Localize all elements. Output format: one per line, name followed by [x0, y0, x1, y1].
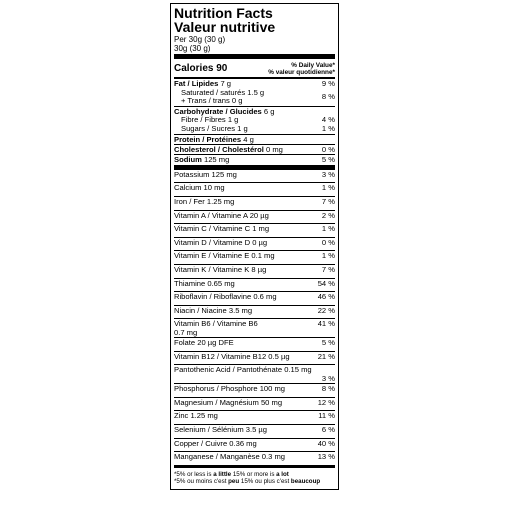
nutrient-pct: 46 %	[317, 292, 335, 302]
calories-row	[174, 59, 335, 77]
nutrient-name	[174, 306, 305, 315]
nutrient-row	[174, 196, 335, 210]
protein-label: Protein / Protéines	[174, 134, 242, 144]
dv-en: % Daily Value*	[291, 61, 335, 69]
nutrient-row	[174, 250, 335, 264]
nutrient-name-text: Iron / Fer 1.25 mg	[174, 196, 235, 206]
nutrient-pct: 54 %	[317, 278, 335, 288]
sodium-label: Sodium	[174, 155, 202, 165]
nutrient-row	[174, 397, 335, 411]
nutrition-facts-label	[170, 3, 339, 490]
fat-pct: 9 %	[321, 79, 335, 88]
nutrient-pct: 21 %	[317, 351, 335, 361]
footnote-en	[174, 471, 335, 479]
nutrient-name-text: Potassium 125 mg	[174, 169, 237, 179]
nutrient-pct: 13 %	[317, 452, 335, 462]
nutrient-pct: 6 %	[321, 424, 335, 434]
fibre-row: Fibre / Fibres 1 g	[181, 115, 239, 125]
nutrient-name-text: Vitamin B12 / Vitamine B12 0.5 µg	[174, 351, 290, 361]
nutrient-pct: 3 %	[321, 169, 335, 179]
nutrient-row	[174, 438, 335, 452]
nutrient-row	[174, 410, 335, 424]
nutrient-name	[174, 319, 305, 337]
nutrient-pct: 5 %	[321, 338, 335, 348]
nutrient-name-text: Calcium 10 mg	[174, 183, 225, 193]
protein-amount: 4 g	[243, 134, 254, 144]
fat-group	[174, 79, 335, 106]
sugars-pct: 1 %	[321, 123, 335, 133]
nutrient-pct: 12 %	[317, 397, 335, 407]
nutrient-name	[174, 452, 305, 461]
nutrient-row	[174, 210, 335, 224]
nutrient-name	[174, 352, 305, 361]
nutrient-name-text: Phosphorus / Phosphore 100 mg	[174, 384, 286, 394]
nutrient-pct: 41 %	[317, 319, 335, 329]
nutrient-name-text: Vitamin K / Vitamine K 8 µg	[174, 264, 267, 274]
cholesterol-label: Cholesterol / Cholestérol	[174, 144, 264, 154]
trans-row: + Trans / trans 0 g	[181, 96, 243, 106]
cholesterol-pct: 0 %	[321, 144, 335, 154]
nutrient-pct: 0 %	[321, 237, 335, 247]
calories-label: Calories 90	[174, 63, 228, 74]
fn-en-b: a little	[213, 470, 232, 478]
fibre-pct: 4 %	[321, 115, 335, 125]
daily-value-header	[268, 62, 335, 76]
nutrient-row	[174, 318, 335, 337]
nutrient-name	[174, 265, 305, 274]
serving-size-alt: 30g (30 g)	[174, 44, 211, 53]
nutrient-name	[174, 398, 305, 407]
nutrient-row	[174, 170, 335, 183]
nutrient-name	[174, 251, 305, 260]
nutrient-name-text: Vitamin D / Vitamine D 0 µg	[174, 237, 268, 247]
nutrient-name	[174, 425, 305, 434]
nutrient-pct: 8 %	[321, 384, 335, 394]
title-fr: Valeur nutritive	[174, 19, 276, 35]
nutrient-row	[174, 305, 335, 319]
nutrient-pct: 1 %	[321, 251, 335, 261]
nutrient-pct: 3 %	[321, 373, 335, 383]
nutrient-name	[174, 365, 335, 374]
protein-row	[174, 134, 335, 144]
serving-size: Per 30g (30 g)	[174, 35, 226, 44]
nutrient-name	[174, 183, 305, 192]
fn-fr-c: 15% ou plus c'est	[239, 478, 291, 486]
nutrient-name	[174, 238, 305, 247]
nutrient-name	[174, 338, 305, 347]
nutrient-name-text: Vitamin B6 / Vitamine B6	[174, 319, 258, 329]
sodium-row	[174, 154, 335, 164]
nutrient-name	[174, 292, 305, 301]
carb-amount: 6 g	[263, 106, 275, 116]
nutrient-row	[174, 237, 335, 251]
nutrient-name-text: Niacin / Niacine 3.5 mg	[174, 305, 253, 315]
nutrient-pct: 22 %	[317, 305, 335, 315]
nutrient-name-text: Zinc 1.25 mg	[174, 411, 218, 421]
nutrient-row	[174, 278, 335, 292]
nutrient-row	[174, 424, 335, 438]
cholesterol-row	[174, 144, 335, 154]
nutrient-name-text: Folate 20 µg DFE	[174, 338, 234, 348]
sodium-amount: 125 mg	[203, 155, 230, 165]
nutrient-name	[174, 411, 305, 420]
nutrient-row	[174, 364, 335, 383]
nutrient-row	[174, 264, 335, 278]
nutrient-row	[174, 223, 335, 237]
footnote	[174, 468, 335, 489]
nutrient-row	[174, 182, 335, 196]
nutrient-row	[174, 451, 335, 465]
sodium-pct: 5 %	[321, 155, 335, 165]
nutrient-pct: 11 %	[318, 411, 335, 421]
nutrient-list	[174, 170, 335, 465]
sugars-row: Sugars / Sucres 1 g	[181, 123, 248, 133]
saturated-row: Saturated / saturés 1.5 g	[181, 87, 265, 97]
nutrient-row	[174, 337, 335, 351]
fn-en-c: 15% or more is	[231, 470, 277, 478]
footnote-fr	[174, 478, 335, 486]
nutrient-name-text: Pantothenic Acid / Pantothénate 0.15 mg	[174, 365, 312, 375]
fat-amount: 7 g	[220, 79, 231, 88]
carb-group	[174, 106, 335, 134]
fat-label: Fat / Lipides	[174, 79, 219, 88]
nutrient-name	[174, 170, 305, 179]
nutrient-row	[174, 351, 335, 365]
fn-fr-b: peu	[228, 478, 240, 486]
nutrient-row	[174, 383, 335, 397]
fn-en-d: a lot	[276, 470, 289, 478]
nutrient-name-text: Manganese / Manganèse 0.3 mg	[174, 452, 286, 462]
nutrient-name	[174, 197, 305, 206]
nutrient-name	[174, 439, 305, 448]
nutrient-name-text: Magnesium / Magnésium 50 mg	[174, 397, 283, 407]
nutrient-name	[174, 279, 305, 288]
nutrient-pct: 7 %	[321, 264, 335, 274]
cholesterol-amount: 0 mg	[266, 144, 283, 154]
nutrient-name-text: Copper / Cuivre 0.36 mg	[174, 438, 257, 448]
nutrient-name-text: Selenium / Sélénium 3.5 µg	[174, 424, 268, 434]
nutrient-pct: 40 %	[317, 438, 335, 448]
fn-fr-a: *5% ou moins c'est	[174, 478, 229, 486]
title-en: Nutrition Facts	[174, 5, 273, 21]
nutrient-name	[174, 224, 305, 233]
fn-fr-d: beaucoup	[290, 478, 321, 486]
carb-label: Carbohydrate / Glucides	[174, 106, 262, 116]
nutrient-name	[174, 384, 305, 393]
sat-trans-pct: 8 %	[321, 91, 335, 101]
nutrient-pct: 1 %	[321, 224, 335, 234]
nutrient-name-text: Vitamin C / Vitamine C 1 mg	[174, 224, 270, 234]
nutrient-name-text: Thiamine 0.65 mg	[174, 278, 235, 288]
nutrient-row	[174, 291, 335, 305]
nutrient-pct: 7 %	[321, 196, 335, 206]
nutrient-pct: 2 %	[321, 210, 335, 220]
nutrient-name-text: Vitamin A / Vitamine A 20 µg	[174, 210, 269, 220]
dv-fr: % valeur quotidienne*	[268, 68, 335, 76]
nutrient-name-text-2: 0.7 mg	[174, 327, 198, 337]
nutrient-name	[174, 211, 305, 220]
nutrient-name-text: Riboflavin / Riboflavine 0.6 mg	[174, 292, 277, 302]
nutrient-pct: 1 %	[321, 183, 335, 193]
fn-en-a: *5% or less is	[174, 470, 214, 478]
nutrient-name-text: Vitamin E / Vitamine E 0.1 mg	[174, 251, 275, 261]
